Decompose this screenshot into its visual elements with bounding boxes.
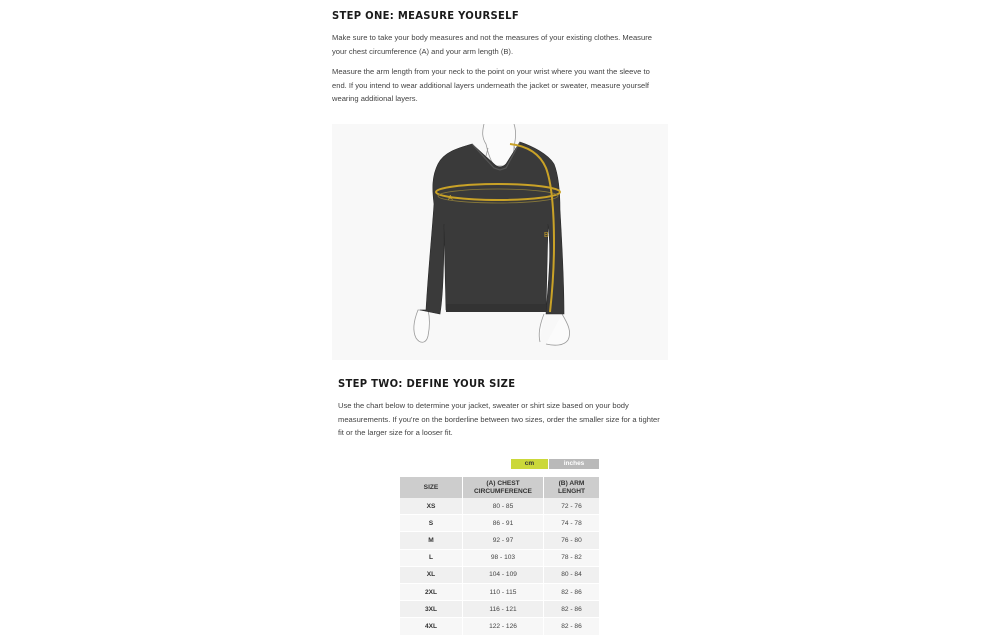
table-row [400, 601, 599, 618]
arm-cell: 80 - 84 [544, 566, 600, 583]
step-one-p2-line-1: Measure the arm length from your neck to the point on your wrist where you want the sleeve to [332, 67, 650, 76]
chest-cell: 98 - 103 [463, 549, 544, 566]
header-chest-line-2: CIRCUMFERENCE [474, 487, 532, 495]
chest-cell: 92 - 97 [463, 532, 544, 549]
step-one-p1-line-1: Make sure to take your body measures and not the measures of your existing clothes. Measure [332, 33, 652, 42]
header-size: SIZE [400, 477, 463, 498]
size-chart-table [400, 477, 599, 636]
arm-cell: 76 - 80 [544, 532, 600, 549]
chest-cell: 104 - 109 [463, 566, 544, 583]
chest-cell: 80 - 85 [463, 498, 544, 515]
step-one-p1-line-2: your chest circumference (A) and your arm length (B). [332, 46, 514, 56]
size-cell: 4XL [400, 618, 463, 635]
size-cell: XL [400, 566, 463, 583]
header-arm-line-1: (B) ARM [558, 479, 585, 487]
label-a: A [448, 195, 453, 202]
sweater-body [420, 142, 564, 314]
table-row [400, 583, 599, 600]
size-cell: M [400, 532, 463, 549]
step-two-line-2: measurements. If you're on the borderline between two sizes, order the smaller size for a tighter [338, 414, 660, 424]
step-two-line-3: fit or the larger size for a looser fit. [338, 428, 453, 437]
step-one-p2-line-2: end. If you intend to wear additional layers underneath the jacket or sweater, measure yourself [332, 80, 650, 90]
table-row [400, 498, 599, 515]
arm-cell: 78 - 82 [544, 549, 600, 566]
step-one-paragraph-2 [332, 65, 650, 106]
step-two-paragraph [338, 399, 660, 440]
step-one-p2-line-3: wearing additional layers. [332, 94, 418, 103]
step-one-paragraph-1 [332, 31, 652, 58]
header-arm-line-2: LENGHT [557, 487, 586, 495]
unit-toggle [511, 459, 599, 469]
arm-cell: 74 - 78 [544, 515, 600, 532]
label-b: B [544, 232, 549, 239]
unit-cm-button[interactable]: cm [511, 459, 548, 469]
chest-cell: 122 - 126 [463, 618, 544, 635]
figure-right-hand [539, 314, 569, 345]
measurement-illustration [332, 124, 668, 360]
size-cell: 3XL [400, 601, 463, 618]
size-cell: 2XL [400, 583, 463, 600]
header-arm [544, 477, 600, 498]
sweater-hem [446, 304, 546, 312]
step-two-line-1: Use the chart below to determine your jacket, sweater or shirt size based on your body [338, 401, 629, 410]
arm-cell: 82 - 86 [544, 601, 600, 618]
unit-inches-button[interactable]: inches [549, 459, 599, 469]
table-row [400, 566, 599, 583]
header-chest [463, 477, 544, 498]
chest-cell: 86 - 91 [463, 515, 544, 532]
table-row [400, 549, 599, 566]
chest-cell: 110 - 115 [463, 583, 544, 600]
step-one-heading: STEP ONE: MEASURE YOURSELF [332, 10, 519, 23]
arm-cell: 82 - 86 [544, 618, 600, 635]
figure-left-hand [414, 310, 430, 342]
size-chart-header-row [400, 477, 599, 498]
arm-cell: 82 - 86 [544, 583, 600, 600]
header-chest-line-1: (A) CHEST [486, 479, 520, 487]
table-row [400, 618, 599, 635]
size-cell: S [400, 515, 463, 532]
size-cell: XS [400, 498, 463, 515]
chest-cell: 116 - 121 [463, 601, 544, 618]
size-cell: L [400, 549, 463, 566]
arm-cell: 72 - 76 [544, 498, 600, 515]
table-row [400, 515, 599, 532]
sweater-figure-svg [332, 124, 668, 360]
step-two-heading: STEP TWO: DEFINE YOUR SIZE [338, 378, 516, 391]
table-row [400, 532, 599, 549]
